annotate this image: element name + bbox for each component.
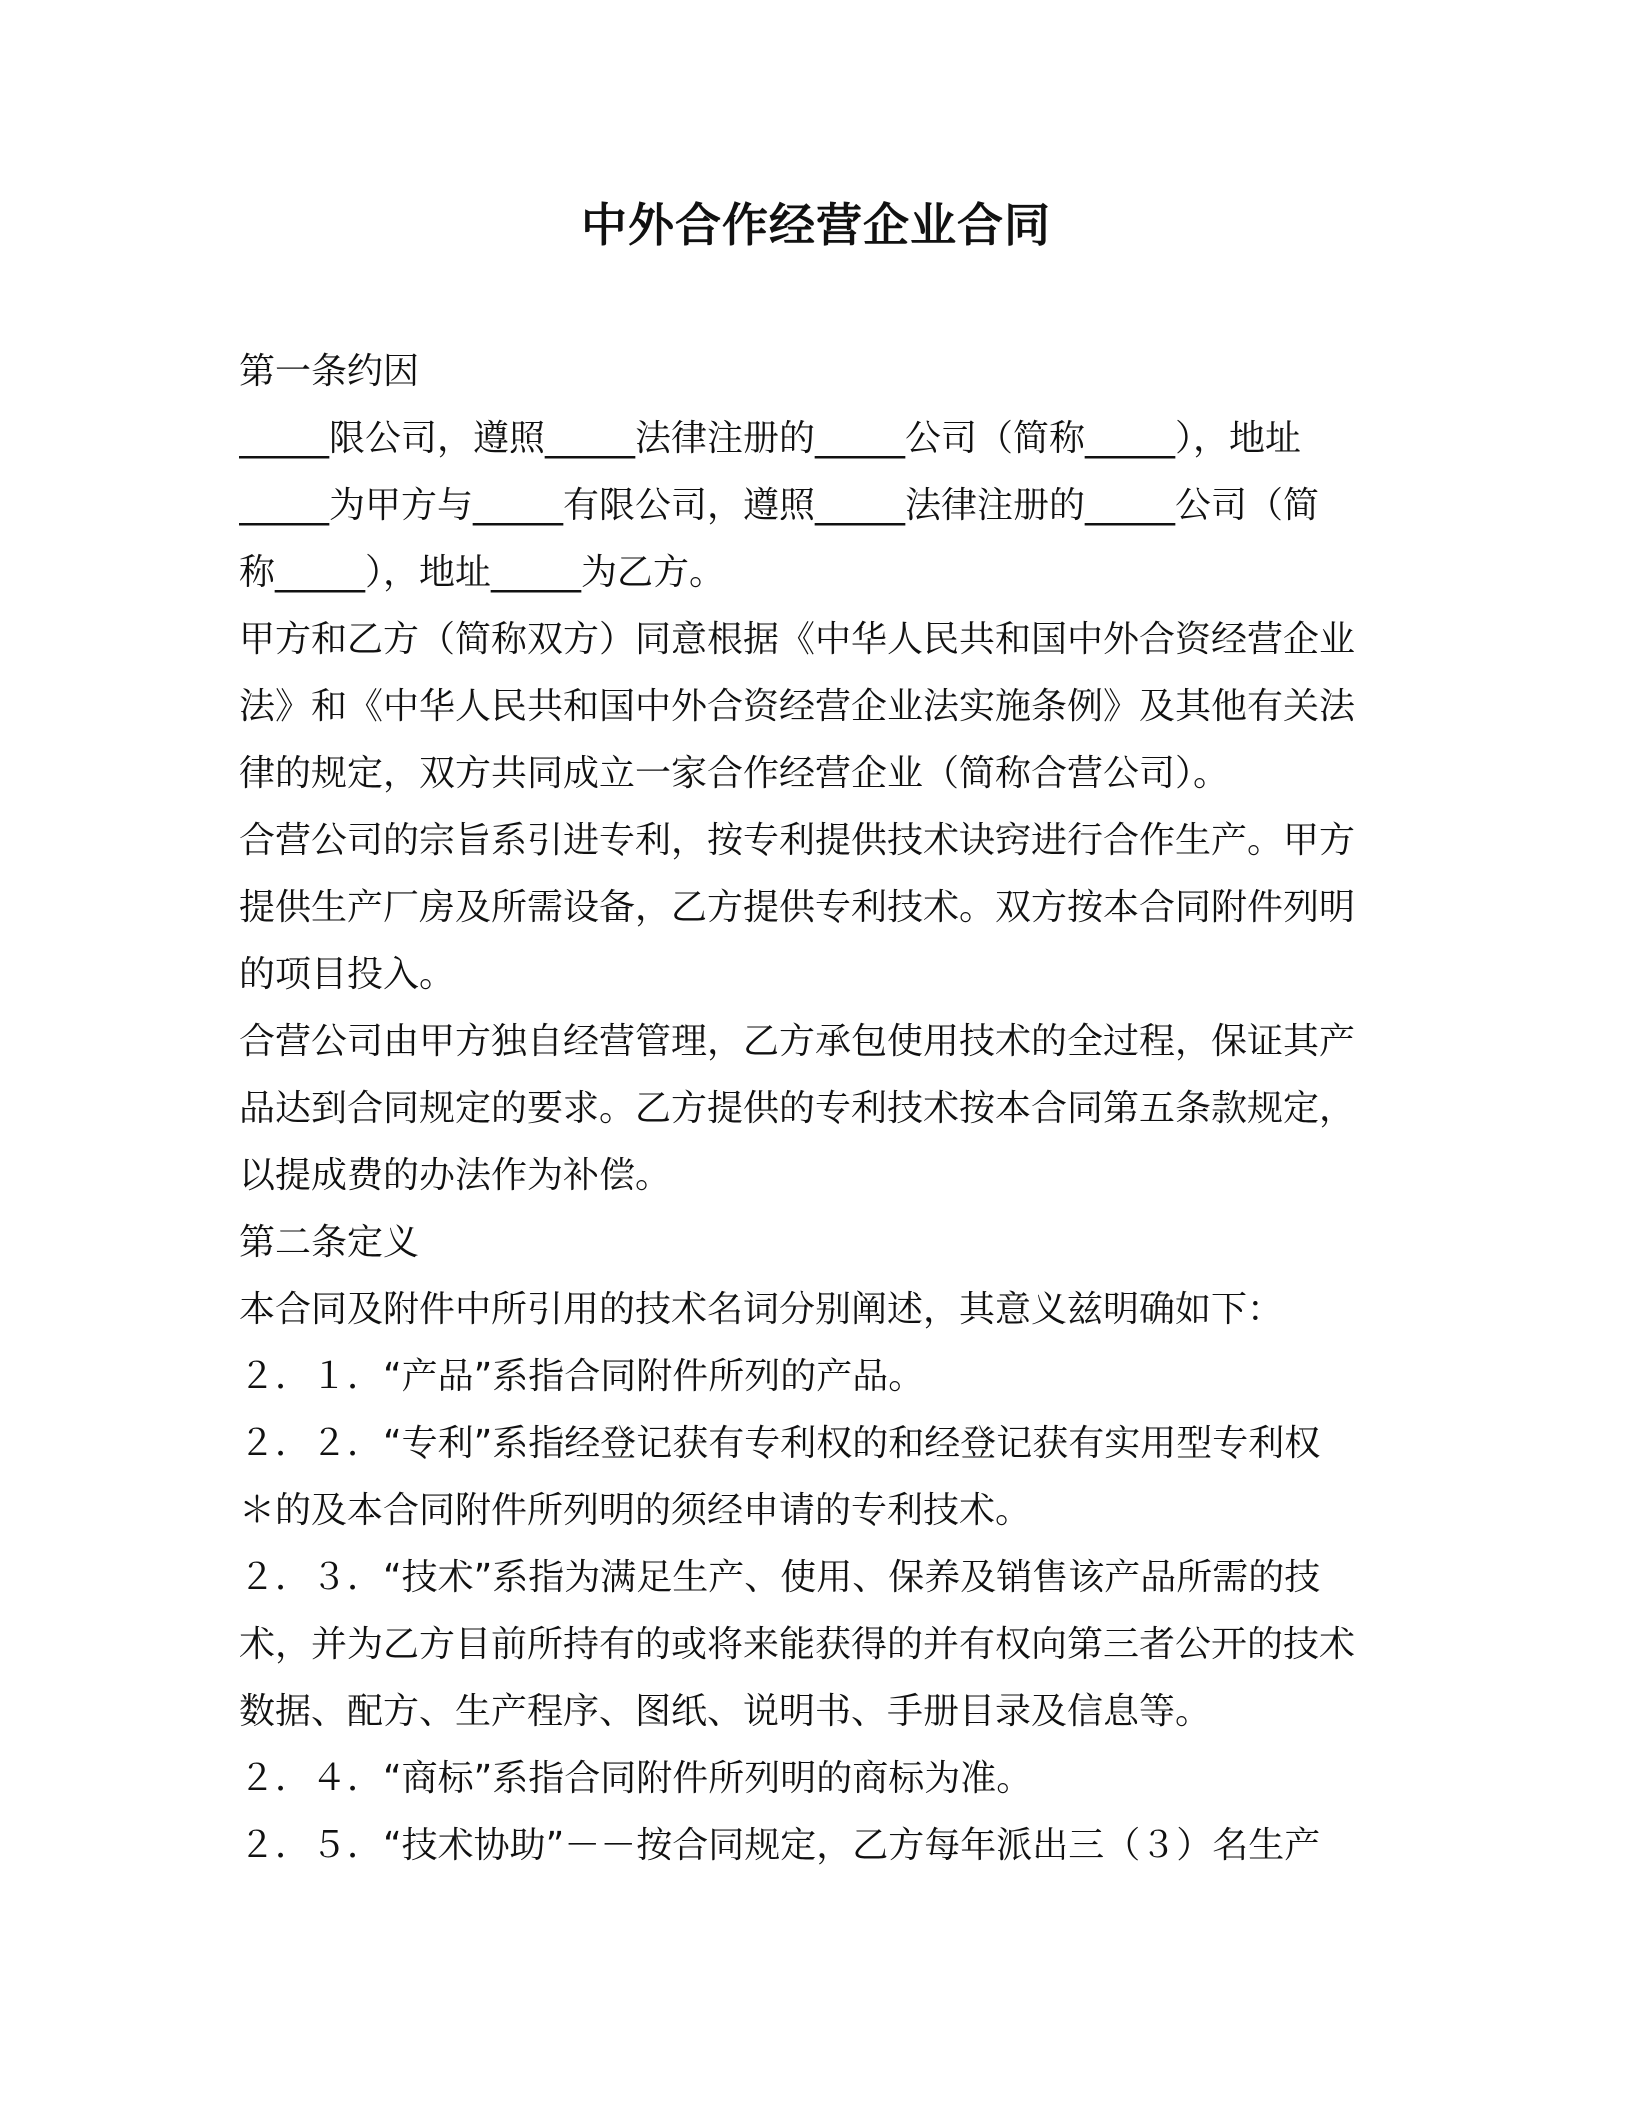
article-2-heading: 第二条定义 — [239, 1222, 420, 1263]
body-line: 甲方和乙方（简称双方）同意根据《中华人民共和国中外合资经营企业 — [239, 619, 1356, 660]
body-line: 法》和《中华人民共和国中外合资经营企业法实施条例》及其他有关法 — [239, 686, 1356, 727]
body-line: 提供生产厂房及所需设备，乙方提供专利技术。双方按本合同附件列明 — [239, 887, 1356, 928]
definition-line: 术，并为乙方目前所持有的或将来能获得的并有权向第三者公开的技术 — [239, 1624, 1356, 1665]
document-body — [239, 338, 1389, 1879]
definition-line: ２．２．“专利”系指经登记获有专利权的和经登记获有实用型专利权 — [239, 1423, 1321, 1464]
body-line: 的项目投入。 — [239, 954, 456, 995]
body-line: 律的规定，双方共同成立一家合作经营企业（简称合营公司）。 — [239, 753, 1230, 794]
body-line: 品达到合同规定的要求。乙方提供的专利技术按本合同第五条款规定， — [239, 1088, 1356, 1129]
definition-line: ＊的及本合同附件所列明的须经申请的专利技术。 — [239, 1490, 1032, 1531]
definition-line: ２．１．“产品”系指合同附件所列的产品。 — [239, 1356, 925, 1397]
definition-line: ２．４．“商标”系指合同附件所列明的商标为准。 — [239, 1758, 1033, 1799]
document-title: 中外合作经营企业合同 — [581, 198, 1051, 252]
definition-line: ２．５．“技术协助”－－按合同规定，乙方每年派出三（３）名生产 — [239, 1825, 1321, 1866]
body-line: _____为甲方与_____有限公司，遵照_____法律注册的_____公司（简 — [239, 485, 1320, 526]
definition-line: 数据、配方、生产程序、图纸、说明书、手册目录及信息等。 — [239, 1691, 1212, 1732]
definition-line: ２．３．“技术”系指为满足生产、使用、保养及销售该产品所需的技 — [239, 1557, 1321, 1598]
article-1-heading: 第一条约因 — [239, 351, 420, 392]
body-line: 本合同及附件中所引用的技术名词分别阐述，其意义兹明确如下： — [239, 1289, 1284, 1330]
body-line: 以提成费的办法作为补偿。 — [239, 1155, 672, 1196]
body-line: 合营公司由甲方独自经营管理，乙方承包使用技术的全过程，保证其产 — [239, 1021, 1356, 1062]
body-line: 合营公司的宗旨系引进专利，按专利提供技术诀窍进行合作生产。甲方 — [239, 820, 1356, 861]
body-line: 称_____），地址_____为乙方。 — [239, 552, 726, 593]
body-line: _____限公司，遵照_____法律注册的_____公司（简称_____），地址 — [239, 418, 1302, 459]
